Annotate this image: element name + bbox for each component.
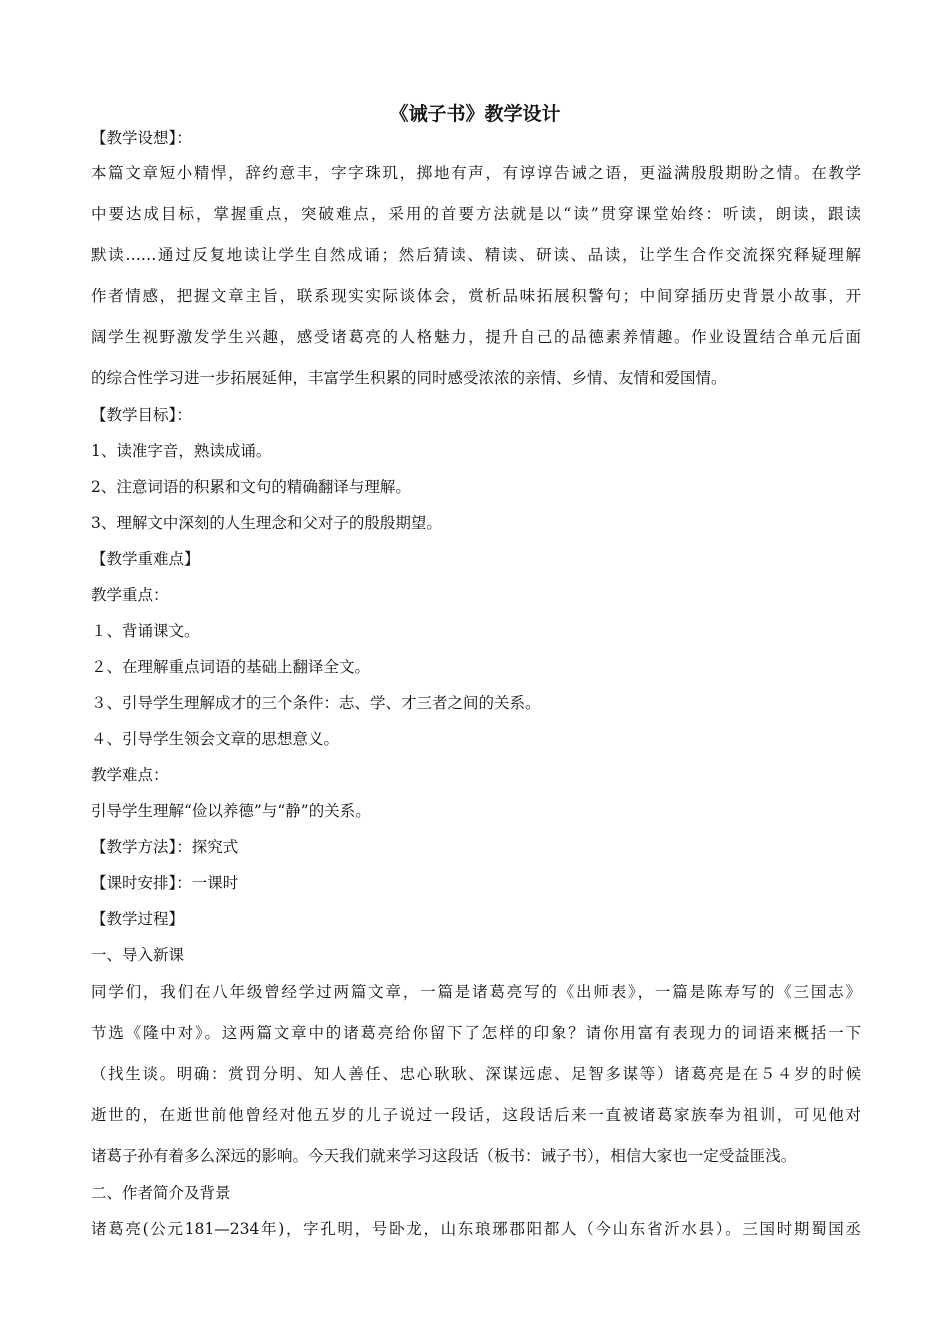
paragraph-line: 阔学生视野激发学生兴趣，感受诸葛亮的人格魅力，提升自己的品德素养情趣。作业设置结合单元后面 <box>91 328 861 346</box>
heading-teaching-goals: 【教学目标】： <box>91 406 192 424</box>
paragraph-line: 逝世的，在逝世前他曾经对他五岁的儿子说过一段话，这段话后来一直被诸葛家族奉为祖训，可见他对 <box>91 1106 861 1124</box>
paragraph-line: 节选《隆中对》。这两篇文章中的诸葛亮给你留下了怎样的印象？请你用富有表现力的词语来概括一下 <box>91 1024 861 1042</box>
list-item: 1、读准字音，熟读成诵。 <box>91 442 272 460</box>
heading-key-points: 【教学重难点】 <box>91 550 200 568</box>
paragraph-line: 中要达成目标，掌握重点，突破难点，采用的首要方法就是以“读”贯穿课堂始终：听读，朗读，跟读 <box>91 205 861 223</box>
heading-teaching-idea: 【教学设想】： <box>91 129 192 147</box>
list-item: 2、注意词语的积累和文句的精确翻译与理解。 <box>91 478 411 496</box>
paragraph-line: 诸葛子孙有着多么深远的影响。今天我们就来学习这段话（板书：诫子书），相信大家也一定受益匪浅。 <box>91 1147 797 1165</box>
paragraph-line: 的综合性学习进一步拓展延伸，丰富学生积累的同时感受浓浓的亲情、乡情、友情和爱国情。 <box>91 369 727 387</box>
paragraph-line: 本篇文章短小精悍，辞约意丰，字字珠玑，掷地有声，有谆谆告诫之语，更溢满殷殷期盼之情。在教学 <box>91 164 861 182</box>
list-item: 3、理解文中深刻的人生理念和父对子的殷殷期望。 <box>91 514 442 532</box>
paragraph-line: 作者情感，把握文章主旨，联系现实实际谈体会，赏析品味拓展积警句；中间穿插历史背景小故事，开 <box>91 287 861 305</box>
heading-teaching-method: 【教学方法】：探究式 <box>91 838 239 856</box>
paragraph-line: （找生谈。明确：赏罚分明、知人善任、忠心耿耿、深谋远虑、足智多谋等）诸葛亮是在５４岁的时候 <box>91 1065 861 1083</box>
list-item: ３、引导学生理解成才的三个条件：志、学、才三者之间的关系。 <box>91 694 541 712</box>
heading-teaching-process: 【教学过程】 <box>91 910 185 928</box>
document-title: 《诫子书》教学设计 <box>389 103 561 125</box>
section-heading-author: 二、作者简介及背景 <box>91 1184 231 1202</box>
paragraph-line: 默读……通过反复地读让学生自然成诵；然后猜读、精读、研读、品读，让学生合作交流探究释疑理解 <box>91 246 861 264</box>
list-item: ２、在理解重点词语的基础上翻译全文。 <box>91 658 371 676</box>
section-heading-intro: 一、导入新课 <box>91 946 185 964</box>
list-item: １、背诵课文。 <box>91 622 200 640</box>
subheading-difficulty: 教学难点： <box>91 766 169 784</box>
paragraph-line: 诸葛亮(公元181—234年)，字孔明，号卧龙，山东琅琊郡阳都人（今山东省沂水县）。三国时期蜀国丞 <box>91 1220 861 1238</box>
paragraph-line: 同学们，我们在八年级曾经学过两篇文章，一篇是诸葛亮写的《出师表》，一篇是陈寿写的《三国志》 <box>91 983 861 1001</box>
paragraph-line: 引导学生理解“俭以养德”与“静”的关系。 <box>91 802 371 820</box>
heading-class-schedule: 【课时安排】：一课时 <box>91 874 239 892</box>
list-item: ４、引导学生领会文章的思想意义。 <box>91 730 340 748</box>
subheading-focus: 教学重点： <box>91 586 169 604</box>
